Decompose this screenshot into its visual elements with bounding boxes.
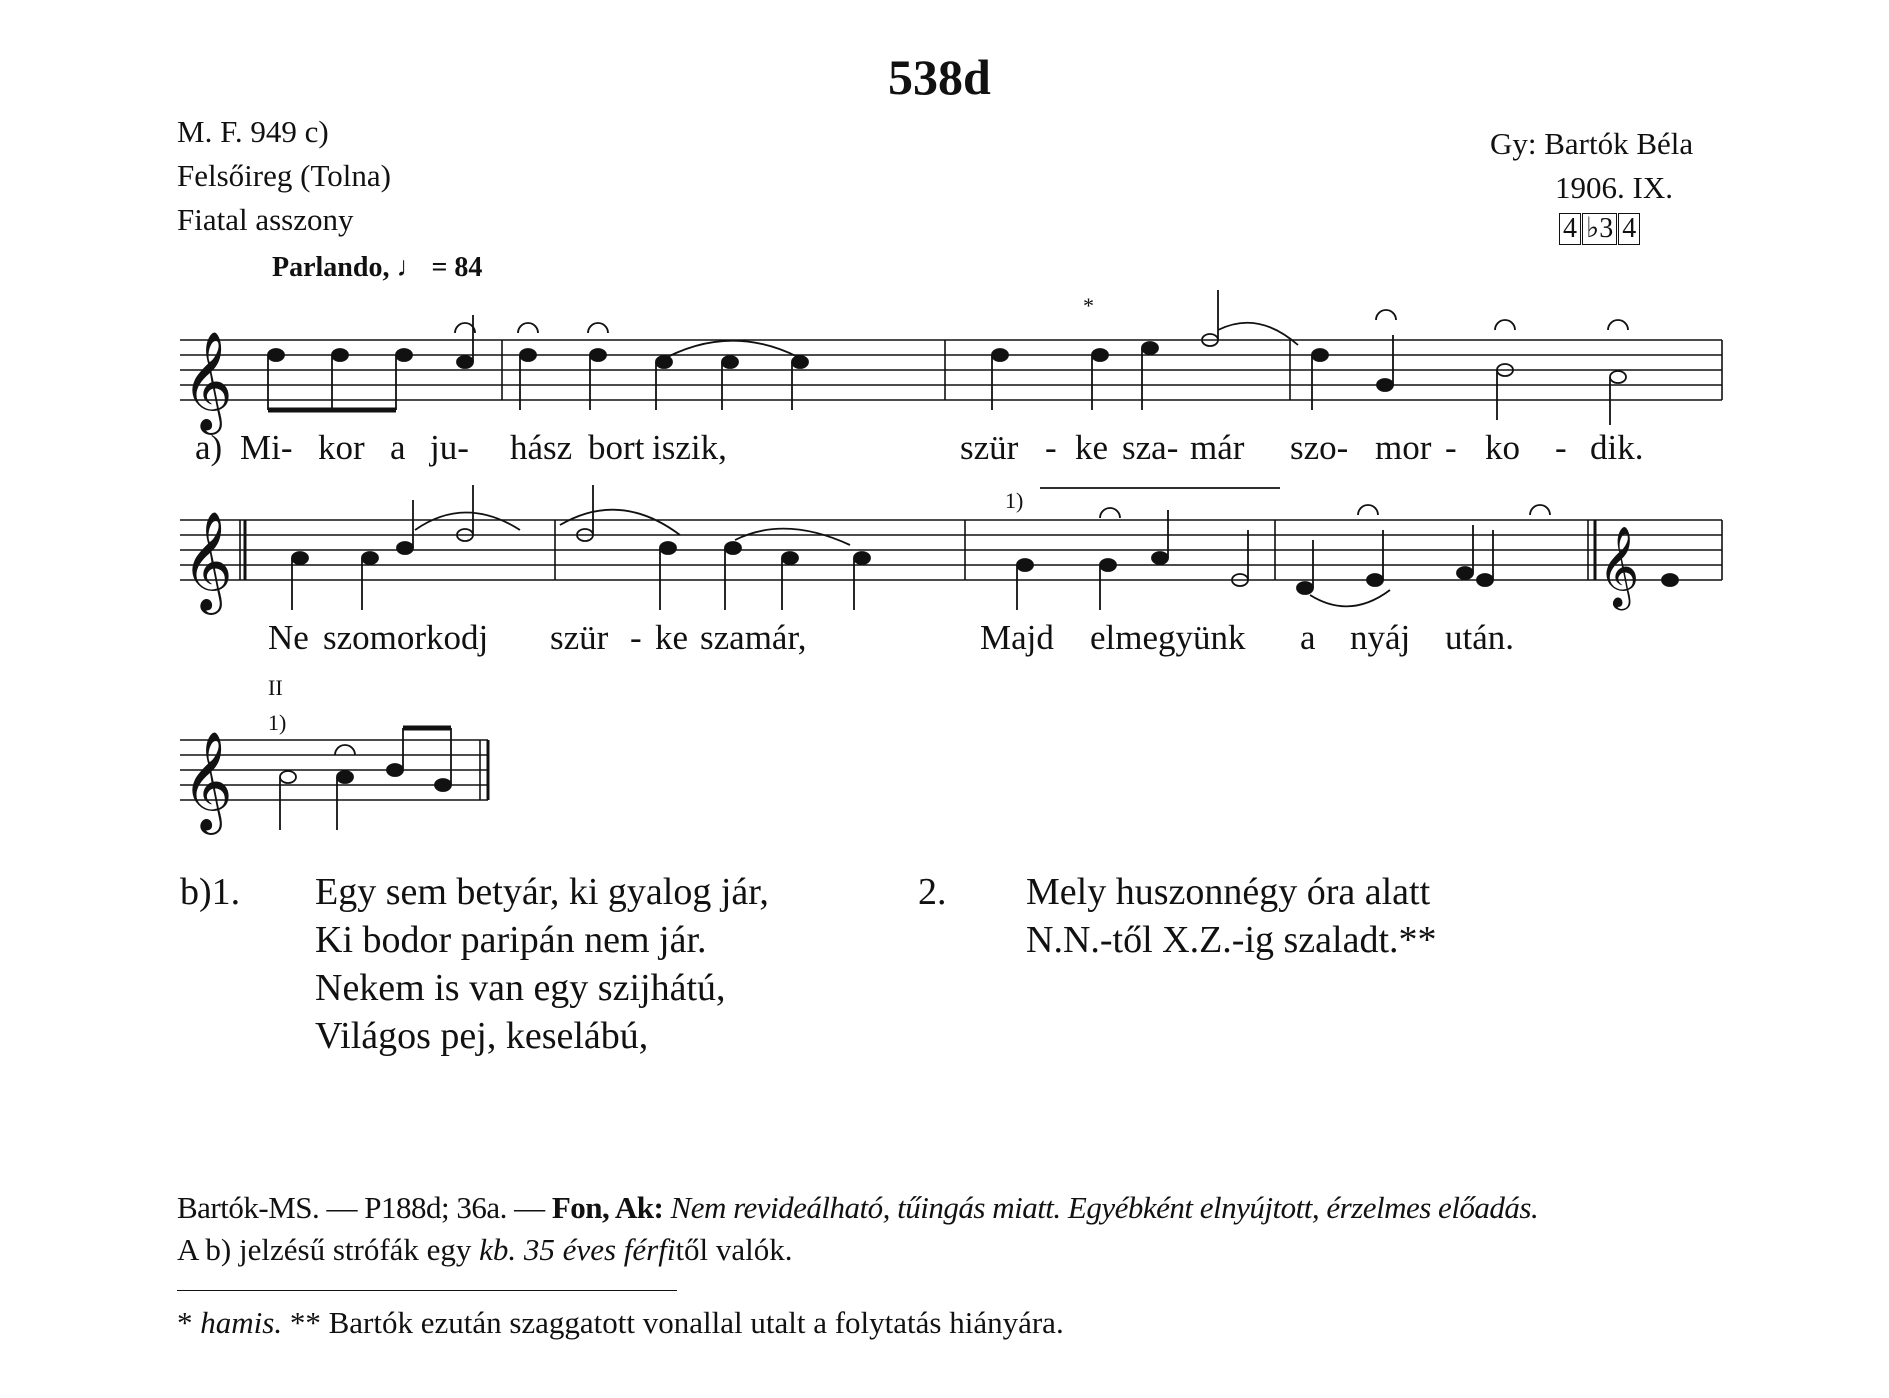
lyric-syllable: szo- [1290,428,1349,467]
lyric-label-a: a) [195,428,223,467]
lyric-syllable: szomorkodj [323,618,489,657]
verse-label-2: 2. [918,871,947,913]
lyric-syllable: Mi- [240,428,293,467]
lyric-syllable: szür [960,428,1019,467]
lyric-syllable: bort [588,428,645,467]
verse-line: Világos pej, keselábú, [315,1015,649,1057]
collector: Gy: Bartók Béla [1490,126,1694,161]
treble-clef-icon: 𝄞 [182,331,233,431]
verse-line: Nekem is van egy szijhátú, [315,967,726,1009]
lyric-syllable: iszik, [652,428,727,467]
lyric-syllable: dik. [1590,428,1644,467]
lyric-syllable: már [1190,428,1245,467]
verse-line: N.N.-től X.Z.-ig szaladt.** [1026,919,1437,961]
page-title: 538d [888,49,991,105]
treble-clef-icon: 𝄞 [1598,525,1640,607]
lyric-syllable: a [1300,618,1316,657]
source-note: Nem revideálható, tűingás miatt. Egyébként elnyújtott, érzelmes előadás. [663,1190,1539,1225]
footnote-divider [177,1290,677,1291]
lyric-syllable: elmegyünk [1090,618,1246,657]
source-line2-italic: kb. 35 éves férfi [479,1232,676,1267]
source-fon: Fon, Ak: [551,1190,664,1225]
lyric-syllable: Ne [268,618,309,657]
verse-line: Ki bodor paripán nem jár. [315,919,707,961]
footnote-star: * [177,1305,201,1340]
lyric-syllable: ko [1485,428,1520,467]
scale-box-3: 4 [1618,213,1640,245]
verse-line: Egy sem betyár, ki gyalog jár, [315,871,769,913]
lyric-syllable: nyáj [1350,618,1411,657]
asterisk-mark: * [1083,293,1094,318]
source-line2-b: től valók. [675,1232,793,1267]
tempo-marking: Parlando, ♩ = 84 [272,252,483,283]
source-line-2 [177,1232,793,1268]
variant-ref: 1) [268,710,287,735]
lyric-syllable: szamár, [700,618,807,657]
location: Felsőireg (Tolna) [177,158,391,193]
footnote-hamis: hamis. [200,1305,283,1340]
collection-date: 1906. IX. [1555,170,1673,205]
footnote-text: ** Bartók ezután szaggatott vonallal utalt a folytatás hiányára. [282,1305,1064,1340]
lyric-syllable: kor [318,428,365,467]
staff-1 [180,340,1722,400]
lyric-syllable: ke [655,618,689,657]
lyric-syllable: ju- [430,428,469,467]
lyric-syllable: - [1555,428,1567,467]
lyric-syllable: hász [510,428,573,467]
treble-clef-icon: 𝄞 [182,511,233,611]
lyric-syllable: mor [1375,428,1432,467]
verse-2 [1026,868,1437,964]
variant-roman: II [268,675,283,700]
lyric-syllable: - [630,618,642,657]
source-line2-a: A b) jelzésű strófák egy [177,1232,480,1267]
verse-1 [315,868,769,1060]
lyric-syllable: ke [1075,428,1109,467]
footnote [177,1305,1064,1341]
footnote-ref-1: 1) [1005,488,1024,513]
scale-box-2: ♭3 [1582,213,1617,245]
lyric-syllable: után. [1445,618,1515,657]
lyric-syllable: - [1445,428,1457,467]
source-ref: Bartók-MS. — P188d; 36a. — [177,1190,552,1225]
source-line-1 [177,1190,1538,1226]
verse-line: Mely huszonnégy óra alatt [1026,871,1431,913]
lyric-syllable: a [390,428,406,467]
performer: Fiatal asszony [177,202,354,237]
catalog-number: M. F. 949 c) [177,114,329,149]
lyric-syllable: sza- [1122,428,1179,467]
verse-label-b1: b)1. [180,871,241,913]
lyric-syllable: szür [550,618,609,657]
treble-clef-icon: 𝄞 [182,731,233,831]
scale-box-1: 4 [1559,213,1581,245]
lyric-syllable: Majd [980,618,1054,657]
lyric-syllable: - [1045,428,1057,467]
